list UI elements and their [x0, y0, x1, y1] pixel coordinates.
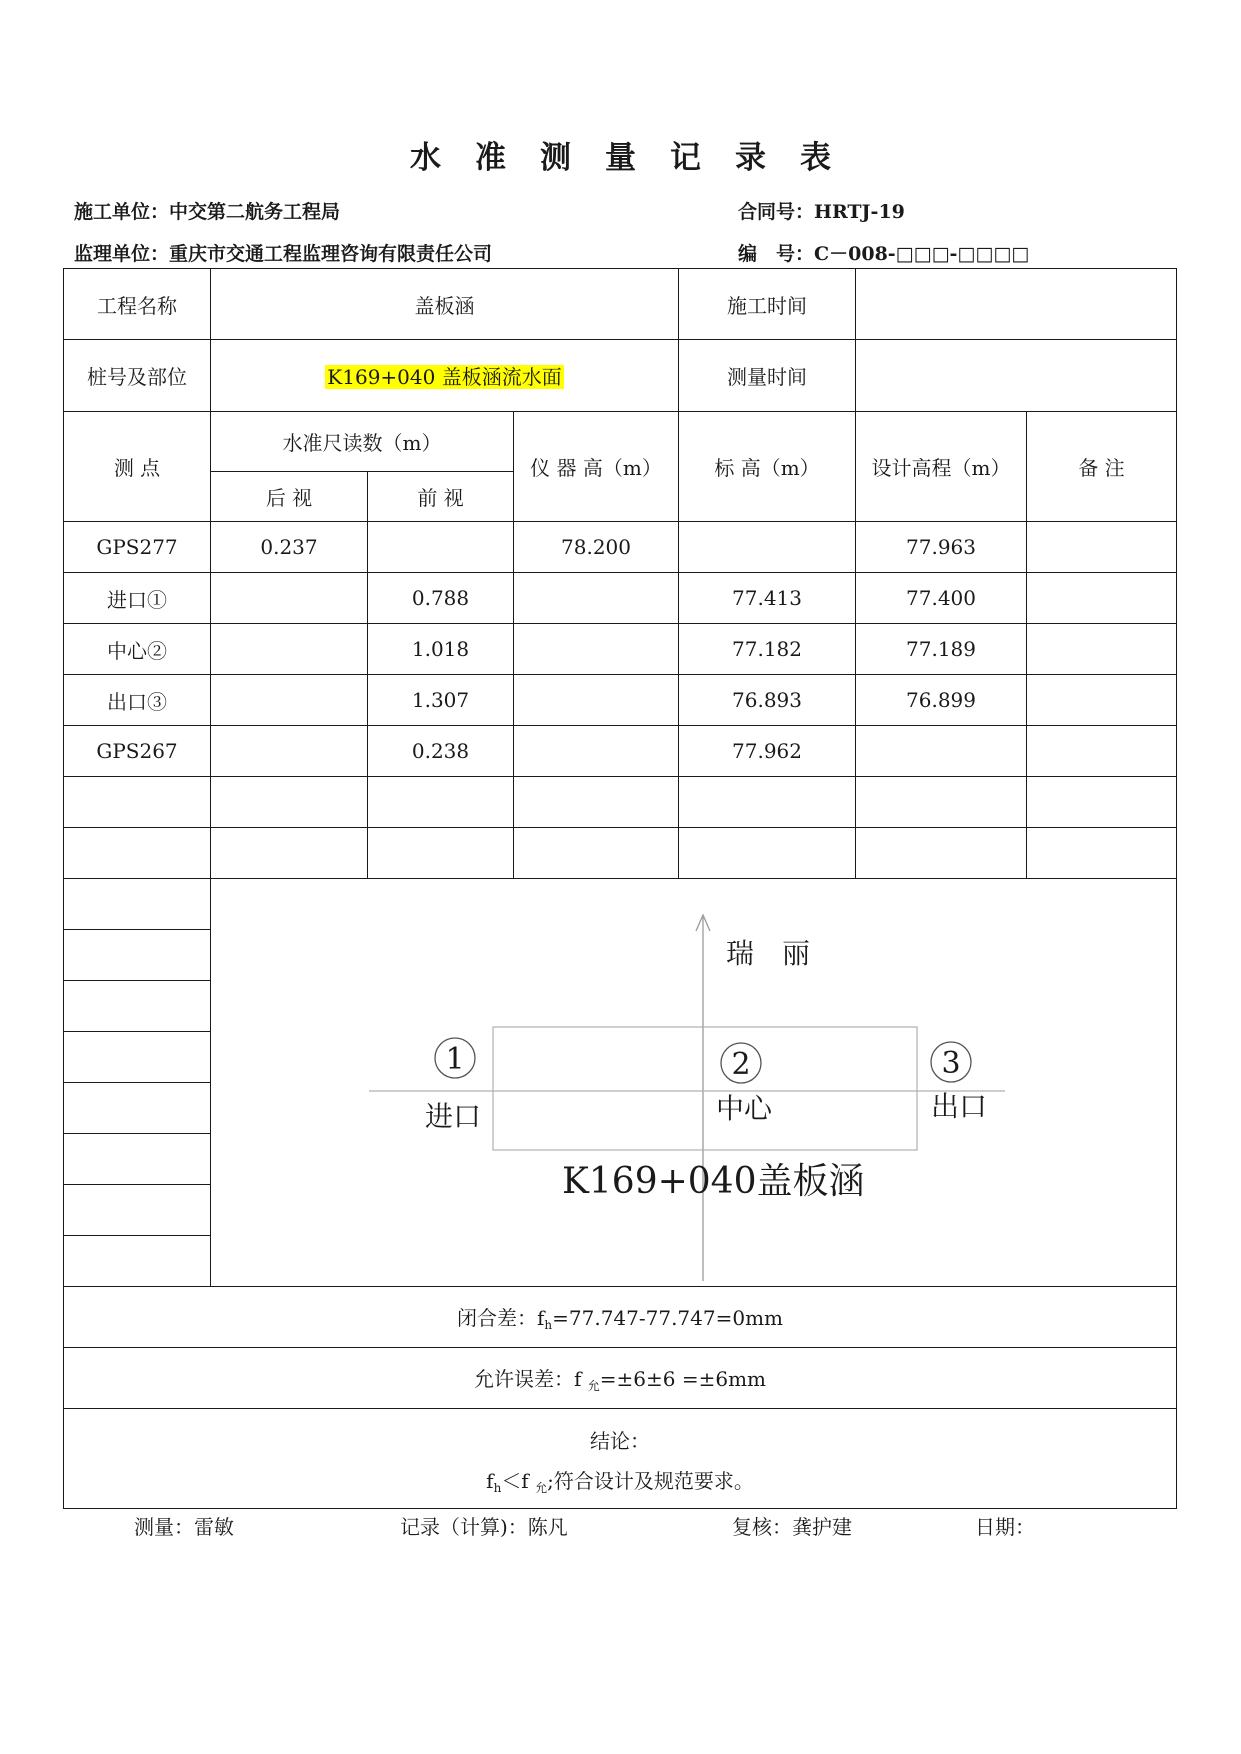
conclusion-row — [64, 1409, 1177, 1509]
footer-surveyor: 测量：雷敏 — [134, 1515, 234, 1539]
remarks-cell — [1027, 573, 1177, 624]
tolerance-row — [64, 1348, 1177, 1409]
remarks-cell — [1027, 522, 1177, 573]
col-point-header: 测 点 — [64, 412, 211, 522]
footer-recorder: 记录（计算)：陈凡 — [400, 1515, 568, 1539]
backsight-cell — [211, 675, 368, 726]
design-elevation-cell — [856, 726, 1027, 777]
point-cell: 中心② — [64, 624, 211, 675]
col-remarks-header: 备 注 — [1027, 412, 1177, 522]
closure-value: =77.747-77.747=0mm — [552, 1306, 784, 1330]
contractor-line — [74, 197, 340, 224]
supervisor-line — [74, 239, 492, 266]
station-label: 桩号及部位 — [64, 340, 211, 412]
survey-time-value — [856, 340, 1177, 412]
closure-label: 闭合差：f — [456, 1306, 545, 1330]
culvert-outline — [493, 1027, 917, 1150]
point-3-label: 出口 — [931, 1089, 988, 1123]
table-row — [64, 573, 1177, 624]
conclusion-sub-allow: 允 — [535, 1481, 548, 1495]
station-value: K169+040 盖板涵流水面 — [327, 365, 562, 389]
conclusion-text: ;符合设计及规范要求。 — [547, 1469, 754, 1493]
survey-time-label: 测量时间 — [679, 340, 856, 412]
instrument-height-cell: 78.200 — [514, 522, 679, 573]
foresight-cell: 1.018 — [368, 624, 514, 675]
conclusion-lt: ＜f — [501, 1469, 536, 1493]
info-row-project — [64, 269, 1177, 340]
backsight-cell — [211, 573, 368, 624]
empty-row — [64, 777, 1177, 828]
point-1-label: 进口 — [425, 1099, 482, 1133]
table-row — [64, 624, 1177, 675]
point-cell: GPS267 — [64, 726, 211, 777]
col-instrument-height-header: 仪 器 高（m） — [514, 412, 679, 522]
project-name-label: 工程名称 — [64, 269, 211, 340]
conclusion-f: f — [486, 1469, 494, 1493]
supervisor-value: 重庆市交通工程监理咨询有限责任公司 — [169, 243, 493, 265]
table-row — [64, 675, 1177, 726]
contract-no-label: 合同号： — [738, 201, 815, 223]
tolerance-cell — [64, 1348, 1177, 1409]
elevation-cell — [679, 522, 856, 573]
remarks-cell — [1027, 624, 1177, 675]
design-elevation-cell: 77.963 — [856, 522, 1027, 573]
backsight-cell: 0.237 — [211, 522, 368, 573]
contract-no-value: HRTJ-19 — [814, 201, 905, 223]
elevation-cell: 77.182 — [679, 624, 856, 675]
contractor-value: 中交第二航务工程局 — [169, 201, 341, 223]
tolerance-label: 允许误差：f — [473, 1366, 588, 1391]
design-elevation-cell: 76.899 — [856, 675, 1027, 726]
elevation-cell: 77.413 — [679, 573, 856, 624]
layout-sketch-cell — [211, 879, 1177, 1287]
serial-line — [738, 239, 1029, 266]
design-elevation-cell: 77.400 — [856, 573, 1027, 624]
construction-time-label: 施工时间 — [679, 269, 856, 340]
foresight-cell: 0.238 — [368, 726, 514, 777]
point-2-number: 2 — [731, 1046, 751, 1082]
footer-date: 日期： — [975, 1515, 1035, 1539]
instrument-height-cell — [514, 624, 679, 675]
conclusion-statement — [64, 1461, 1176, 1508]
point-cell: GPS277 — [64, 522, 211, 573]
column-header-row-1 — [64, 412, 1177, 472]
construction-time-value — [856, 269, 1177, 340]
conclusion-sub-h: h — [493, 1481, 502, 1495]
point-2-label: 中心 — [716, 1091, 773, 1125]
contract-no-line — [738, 197, 905, 224]
instrument-height-cell — [514, 675, 679, 726]
tolerance-subscript: 允 — [587, 1378, 600, 1393]
station-cell — [211, 340, 679, 412]
col-backsight-header: 后 视 — [211, 472, 368, 522]
col-foresight-header: 前 视 — [368, 472, 514, 522]
closure-error-cell — [64, 1287, 1177, 1348]
elevation-cell: 77.962 — [679, 726, 856, 777]
north-direction-label: 瑞 丽 — [726, 936, 811, 970]
instrument-height-cell — [514, 726, 679, 777]
conclusion-label: 结论： — [590, 1429, 650, 1453]
col-design-elevation-header: 设计高程（m） — [856, 412, 1027, 522]
layout-sketch — [211, 881, 1171, 1285]
culvert-caption: K169+040盖板涵 — [562, 1160, 865, 1202]
diagram-row — [64, 879, 1177, 930]
design-elevation-cell: 77.189 — [856, 624, 1027, 675]
remarks-cell — [1027, 675, 1177, 726]
point-cell: 进口① — [64, 573, 211, 624]
info-row-station — [64, 340, 1177, 412]
serial-label: 编 号： — [738, 243, 815, 265]
tolerance-value: =±6±6 =±6mm — [599, 1366, 767, 1391]
backsight-cell — [211, 624, 368, 675]
empty-row — [64, 828, 1177, 879]
backsight-cell — [211, 726, 368, 777]
foresight-cell — [368, 522, 514, 573]
foresight-cell: 1.307 — [368, 675, 514, 726]
survey-record-table — [63, 268, 1177, 1509]
footer-reviewer: 复核：龚护建 — [732, 1515, 852, 1539]
table-row — [64, 726, 1177, 777]
closure-row — [64, 1287, 1177, 1348]
point-1-number: 1 — [445, 1041, 465, 1077]
contractor-label: 施工单位： — [74, 201, 170, 223]
foresight-cell: 0.788 — [368, 573, 514, 624]
elevation-cell: 76.893 — [679, 675, 856, 726]
page-title: 水准测量记录表 — [410, 140, 865, 176]
conclusion-cell — [64, 1409, 1177, 1509]
instrument-height-cell — [514, 573, 679, 624]
supervisor-label: 监理单位： — [74, 243, 170, 265]
col-elevation-header: 标 高（m） — [679, 412, 856, 522]
table-row — [64, 522, 1177, 573]
remarks-cell — [1027, 726, 1177, 777]
point-cell: 出口③ — [64, 675, 211, 726]
col-staff-reading-header: 水准尺读数（m） — [211, 412, 514, 472]
serial-value: C－008-□□□-□□□□ — [814, 243, 1030, 265]
project-name-value: 盖板涵 — [211, 269, 679, 340]
closure-subscript: h — [544, 1318, 553, 1332]
point-3-number: 3 — [941, 1045, 961, 1081]
